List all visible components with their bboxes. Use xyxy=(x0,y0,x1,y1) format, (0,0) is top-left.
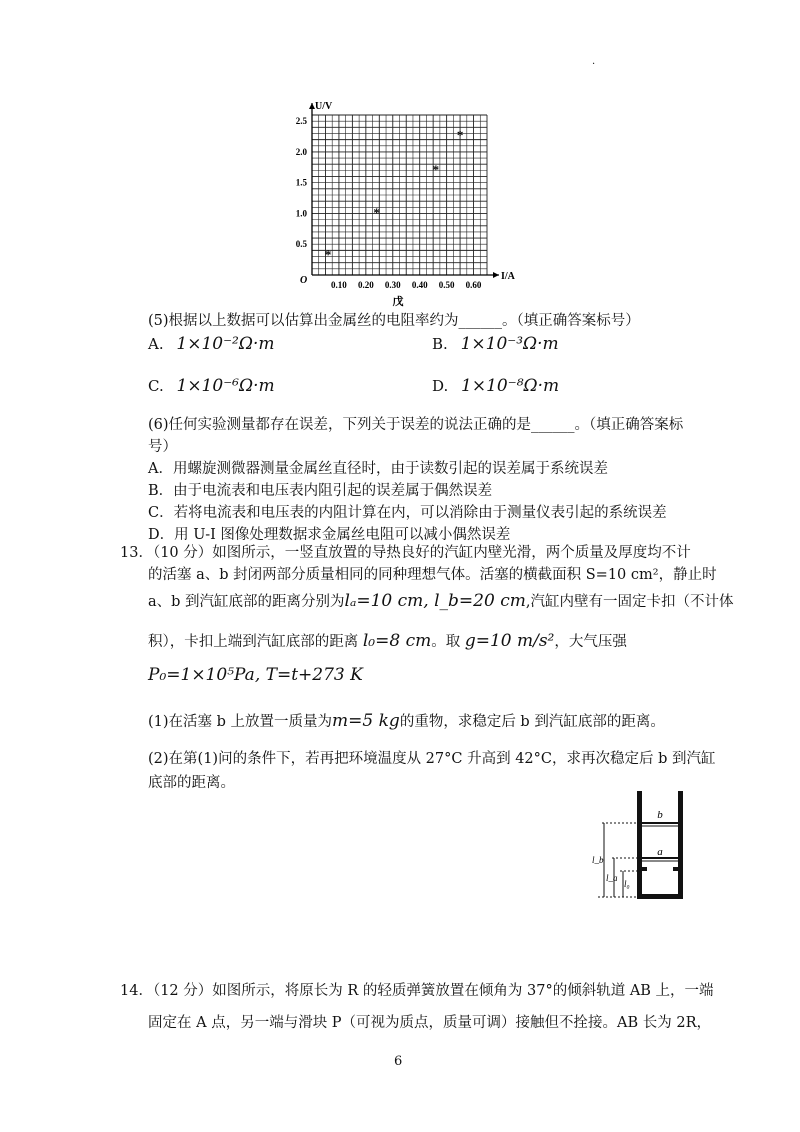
q13-line3-tail: ,汽缸内壁有一固定卡扣（不计体 xyxy=(525,594,734,610)
y-tick-label: 0.5 xyxy=(295,239,307,250)
q5-option-a-label: A. xyxy=(148,335,164,353)
q13-line4-formula-l0: l₀=8 cm xyxy=(362,631,432,651)
q13-sub1-text: (1)在活塞 b 上放置一质量为 xyxy=(148,714,333,730)
q5-option-b-label: B. xyxy=(432,335,448,353)
cylinder-bottom xyxy=(637,894,683,899)
y-tick-label: 1.0 xyxy=(295,208,307,219)
data-point: * xyxy=(432,162,440,178)
chart-caption: 戊 xyxy=(392,296,404,308)
x-tick-label: 0.30 xyxy=(384,280,401,290)
chart-tick-labels xyxy=(296,101,516,308)
x-tick-label: 0.60 xyxy=(465,280,482,290)
q6-stem-line2: 号） xyxy=(148,439,177,455)
cylinder-left-wall xyxy=(637,791,642,899)
q6-option-b: B．由于电流表和电压表内阻引起的误差属于偶然误差 xyxy=(148,483,493,499)
origin-label: O xyxy=(300,275,308,286)
x-axis-label: I/A xyxy=(501,271,515,282)
data-point: * xyxy=(324,247,332,263)
x-tick-label: 0.10 xyxy=(331,280,347,290)
q6-option-d: D．用 U-I 图像处理数据求金属丝电阻可以减小偶然误差 xyxy=(148,527,511,543)
q13-sub2-line1: (2)在第(1)问的条件下，若再把环境温度从 27°C 升高到 42°C，求再次稳定后 b 到汽缸 xyxy=(148,751,716,767)
cylinder-figure xyxy=(590,785,690,905)
label-lb: l_b xyxy=(592,855,604,865)
q13-line2: 的活塞 a、b 封闭两部分质量相同的同种理想气体。活塞的横截面积 S=10 cm²，静止时 xyxy=(148,567,717,583)
q13-line1: 13．（10 分）如图所示，一竖直放置的导热良好的汽缸内壁光滑，两个质量及厚度均不计 xyxy=(120,545,691,561)
q5-option-b xyxy=(432,334,559,354)
label-l0: l₀ xyxy=(624,879,630,889)
y-tick-label: 1.5 xyxy=(295,177,307,188)
q5-option-d xyxy=(432,376,559,396)
q13-sub2-line2: 底部的距离。 xyxy=(148,775,235,791)
q14-line2: 固定在 A 点，另一端与滑块 P（可视为质点，质量可调）接触但不拴接。AB 长为 2R， xyxy=(148,1015,712,1031)
q5-option-c xyxy=(148,376,275,396)
q5-option-c-value: 1×10⁻⁶Ω·m xyxy=(176,376,275,396)
q13-line5 xyxy=(148,664,363,687)
x-tick-label: 0.40 xyxy=(411,280,428,290)
q6-stem-line1: (6)任何实验测量都存在误差，下列关于误差的说法正确的是______。（填正确答案标 xyxy=(148,417,684,433)
q13-line4-mid: 。取 xyxy=(431,634,461,650)
clip-left xyxy=(642,867,647,871)
q13-line5-formula: P₀=1×10⁵Pa, T=t+273 K xyxy=(148,665,363,685)
data-point: * xyxy=(373,205,380,221)
cylinder-right-wall xyxy=(678,791,683,899)
label-a: a xyxy=(657,846,663,858)
q13-line4-text: 积），卡扣上端到汽缸底部的距离 xyxy=(148,634,359,650)
clip-right xyxy=(673,867,678,871)
q5-option-a-value: 1×10⁻²Ω·m xyxy=(176,334,275,354)
q5-option-d-value: 1×10⁻⁸Ω·m xyxy=(461,376,560,396)
y-tick-label: 2.5 xyxy=(295,116,307,127)
q5-option-c-label: C. xyxy=(148,377,164,395)
data-point: * xyxy=(456,127,464,143)
q5-option-b-value: 1×10⁻³Ω·m xyxy=(460,334,559,354)
q13-line4 xyxy=(148,630,688,653)
q13-line4-tail: ，大气压强 xyxy=(554,634,627,650)
q6-option-a: A．用螺旋测微器测量金属丝直径时，由于读数引起的误差属于系统误差 xyxy=(148,461,608,477)
q13-sub1-formula: m=5 kg xyxy=(332,711,400,731)
chart-axes xyxy=(309,103,499,278)
q5-stem: (5)根据以上数据可以估算出金属丝的电阻率约为______。（填正确答案标号） xyxy=(148,313,640,329)
corner-mark: . xyxy=(592,56,596,67)
y-axis-label: U/V xyxy=(315,101,333,112)
x-tick-label: 0.50 xyxy=(438,280,455,290)
y-tick-label: 2.0 xyxy=(295,146,307,157)
u-i-chart xyxy=(280,95,520,310)
label-b: b xyxy=(657,809,663,821)
label-la: l_a xyxy=(606,873,618,883)
q13-line4-formula-g: g=10 m/s² xyxy=(464,631,555,651)
x-tick-label: 0.20 xyxy=(357,280,374,290)
q14-line1: 14．（12 分）如图所示，将原长为 R 的轻质弹簧放置在倾角为 37°的倾斜轨道 AB 上，一端 xyxy=(120,983,714,999)
q13-line3-formula: lₐ=10 cm, l_b=20 cm xyxy=(344,591,526,611)
x-axis-arrow xyxy=(493,272,499,278)
q6-option-c: C．若将电流表和电压表的内阻计算在内，可以消除由于测量仪表引起的系统误差 xyxy=(148,505,667,521)
page-number: 6 xyxy=(394,1054,403,1069)
q5-option-a xyxy=(148,334,275,354)
q13-sub1 xyxy=(148,710,665,733)
q13-line3 xyxy=(148,590,733,613)
q5-option-d-label: D. xyxy=(432,377,449,395)
q13-sub1-tail: 的重物，求稳定后 b 到汽缸底部的距离。 xyxy=(399,714,665,730)
q13-line3-text: a、b 到汽缸底部的距离分别为 xyxy=(148,594,345,610)
